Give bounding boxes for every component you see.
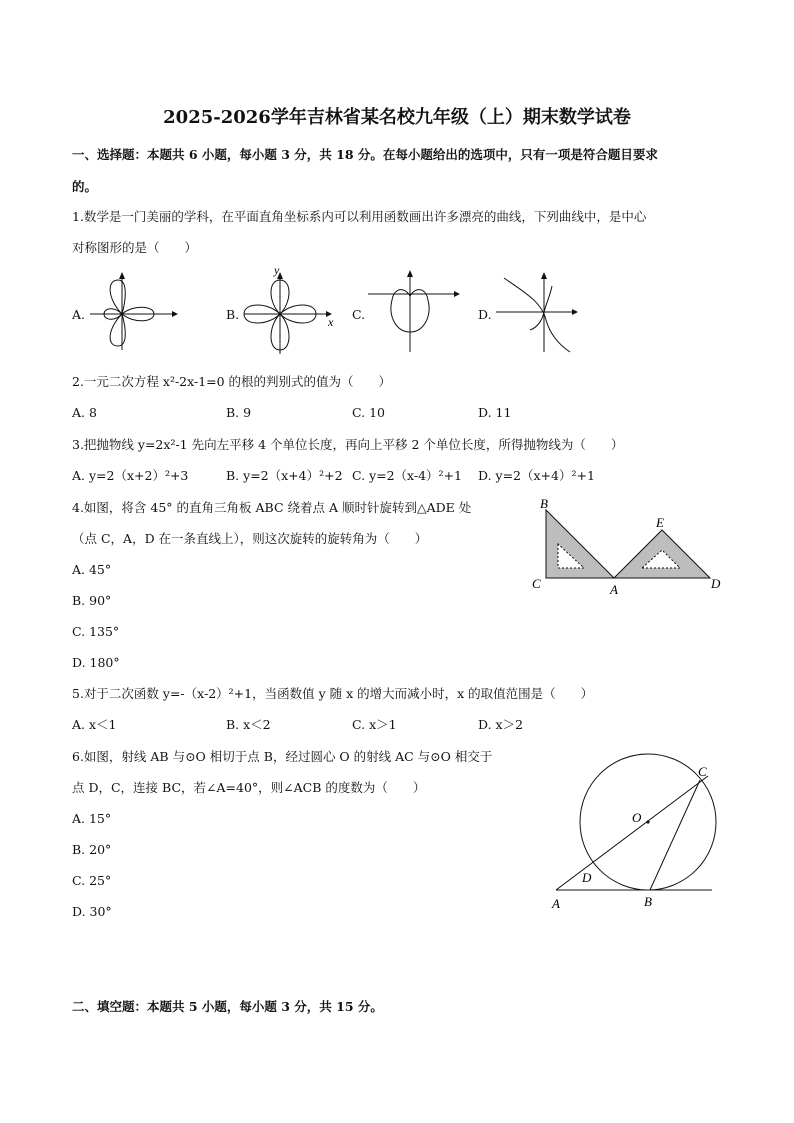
q4-label-e: E xyxy=(656,515,664,530)
q3-option-d: D. y=2（x+4）²+1 xyxy=(478,468,595,483)
q2-option-d: D. 11 xyxy=(478,405,512,420)
exam-title: 2025-2026学年吉林省某名校九年级（上）期末数学试卷 xyxy=(163,107,631,128)
q1-stem: 1.数学是一门美丽的学科，在平面直角坐标系内可以利用函数画出许多漂亮的曲线，下列曲线中，是中心 xyxy=(72,209,647,224)
q2-option-a: A. 8 xyxy=(72,405,97,420)
q1-figure-a xyxy=(88,272,180,352)
q1-option-a: A. xyxy=(72,307,86,322)
q6-option-b: B. 20° xyxy=(72,842,112,857)
q4-stem: 4.如图，将含 45° 的直角三角板 ABC 绕着点 A 顺时针旋转到△ADE 处 xyxy=(72,500,472,515)
q4-option-a: A. 45° xyxy=(72,562,112,577)
q3-option-b: B. y=2（x+4）²+2 xyxy=(226,468,343,483)
q1-option-c: C. xyxy=(352,307,366,322)
q6-stem: 6.如图，射线 AB 与⊙O 相切于点 B，经过圆心 O 的射线 AC 与⊙O 相交于 xyxy=(72,749,493,764)
q5-option-c: C. x＞1 xyxy=(352,717,397,732)
q4-option-c: C. 135° xyxy=(72,624,120,639)
q4-label-d: D xyxy=(711,576,721,591)
q6-label-b: B xyxy=(644,894,652,909)
q5-option-b: B. x＜2 xyxy=(226,717,271,732)
section1-heading-cont: 的。 xyxy=(72,179,98,194)
q1-figure-b xyxy=(240,263,340,356)
q4-label-b: B xyxy=(540,496,548,511)
q6-stem-cont: 点 D，C，连接 BC，若∠A=40°，则∠ACB 的度数为（ ） xyxy=(72,780,426,795)
q1-figure-d xyxy=(494,272,580,354)
q1-figure-c xyxy=(366,270,462,354)
section2-heading: 二、填空题：本题共 5 小题，每小题 3 分，共 15 分。 xyxy=(72,999,383,1014)
q6-option-c: C. 25° xyxy=(72,873,112,888)
q2-option-b: B. 9 xyxy=(226,405,252,420)
section1-heading: 一、选择题：本题共 6 小题，每小题 3 分，共 18 分。在每小题给出的选项中，只有一项是符合题目要求 xyxy=(72,147,658,162)
q4-triangle-figure xyxy=(528,494,728,598)
q2-option-c: C. 10 xyxy=(352,405,385,420)
q5-stem: 5.对于二次函数 y=-（x-2）²+1，当函数值 y 随 x 的增大而减小时，x 的取值范围是（ ） xyxy=(72,686,594,701)
q5-option-d: D. x＞2 xyxy=(478,717,524,732)
q4-label-c: C xyxy=(532,576,541,591)
q3-option-a: A. y=2（x+2）²+3 xyxy=(72,468,189,483)
q4-option-b: B. 90° xyxy=(72,593,112,608)
q6-label-d: D xyxy=(582,870,592,885)
q6-label-o: O xyxy=(632,810,642,825)
q1-stem-cont: 对称图形的是（ ） xyxy=(72,240,198,255)
q6-circle-figure xyxy=(546,756,726,916)
q1b-x-label: x xyxy=(328,315,334,329)
q4-option-d: D. 180° xyxy=(72,655,120,670)
q6-option-a: A. 15° xyxy=(72,811,112,826)
q3-option-c: C. y=2（x-4）²+1 xyxy=(352,468,462,483)
q3-stem: 3.把抛物线 y=2x²-1 先向左平移 4 个单位长度，再向上平移 2 个单位长度，所得抛物线为（ ） xyxy=(72,437,624,452)
q2-stem: 2.一元二次方程 x²-2x-1=0 的根的判别式的值为（ ） xyxy=(72,374,392,389)
q6-option-d: D. 30° xyxy=(72,904,112,919)
q4-label-a: A xyxy=(610,582,618,597)
q1-option-d: D. xyxy=(478,307,492,322)
q5-option-a: A. x＜1 xyxy=(72,717,117,732)
q1-option-b: B. xyxy=(226,307,240,322)
q1b-y-label: y xyxy=(274,263,280,277)
q4-stem-cont: （点 C，A，D 在一条直线上），则这次旋转的旋转角为（ ） xyxy=(72,531,428,546)
q6-label-c: C xyxy=(698,764,707,779)
q6-label-a: A xyxy=(552,896,560,911)
